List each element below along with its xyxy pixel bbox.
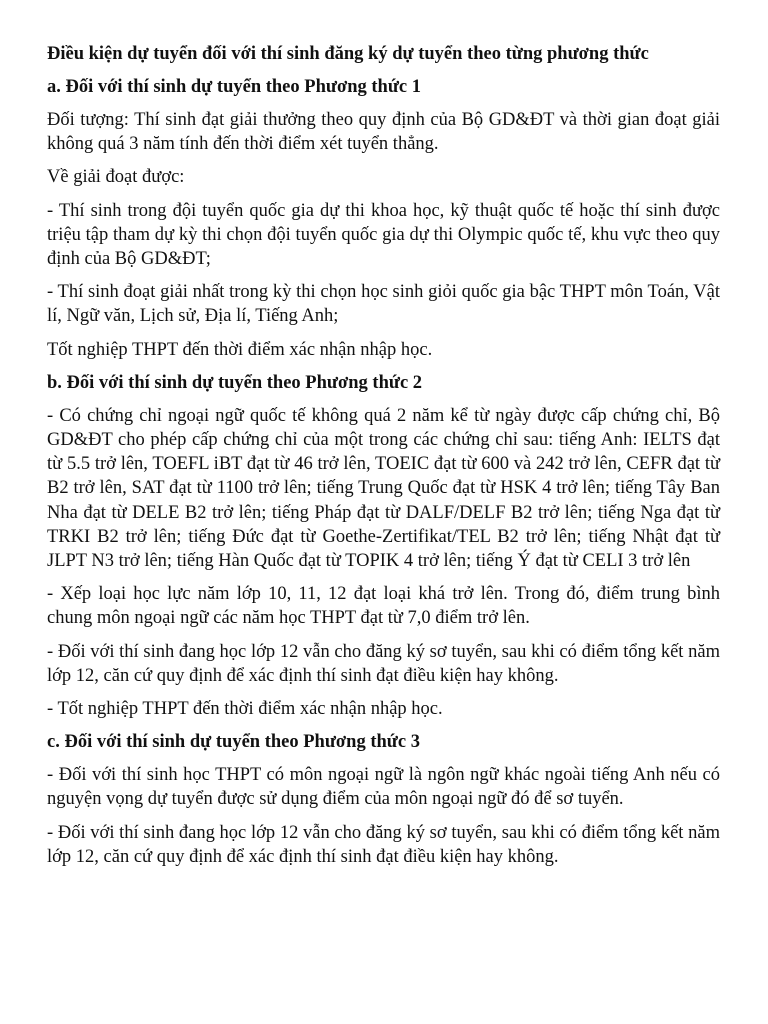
section-c-paragraph-1: - Đối với thí sinh học THPT có môn ngoại ngữ là ngôn ngữ khác ngoài tiếng Anh nếu có nguyện vọng dự tuyển được sử dụng điểm của môn ngoại ngữ đó để sơ tuyển. bbox=[47, 765, 720, 810]
section-a-heading: a. Đối với thí sinh dự tuyển theo Phương thức 1 bbox=[47, 77, 422, 97]
section-c-paragraph-2: - Đối với thí sinh đang học lớp 12 vẫn cho đăng ký sơ tuyển, sau khi có điểm tổng kết năm lớp 12, căn cứ quy định để xác định thí sinh đạt điều kiện hay không. bbox=[47, 822, 720, 867]
section-a-paragraph-3: - Thí sinh trong đội tuyển quốc gia dự thi khoa học, kỹ thuật quốc tế hoặc thí sinh được triệu tập tham dự kỳ thi chọn đội tuyển quốc gia dự thi Olympic quốc tế, khu vực theo quy định của Bộ GD&ĐT; bbox=[47, 200, 720, 270]
section-a-paragraph-1: Đối tượng: Thí sinh đạt giải thưởng theo quy định của Bộ GD&ĐT và thời gian đoạt giải không quá 3 năm tính đến thời điểm xét tuyển thẳng. bbox=[47, 110, 720, 155]
section-b-paragraph-3: - Đối với thí sinh đang học lớp 12 vẫn cho đăng ký sơ tuyển, sau khi có điểm tổng kết năm lớp 12, căn cứ quy định để xác định thí sinh đạt điều kiện hay không. bbox=[47, 641, 720, 686]
section-c-heading: c. Đối với thí sinh dự tuyển theo Phương thức 3 bbox=[47, 732, 420, 753]
section-a-paragraph-4: - Thí sinh đoạt giải nhất trong kỳ thi chọn học sinh giỏi quốc gia bậc THPT môn Toán, Vật lí, Ngữ văn, Lịch sử, Địa lí, Tiếng Anh; bbox=[47, 282, 720, 327]
section-b-paragraph-4: - Tốt nghiệp THPT đến thời điểm xác nhận nhập học. bbox=[47, 699, 443, 720]
section-a-paragraph-5: Tốt nghiệp THPT đến thời điểm xác nhận nhập học. bbox=[47, 339, 433, 360]
section-b-paragraph-1: - Có chứng chỉ ngoại ngữ quốc tế không quá 2 năm kể từ ngày được cấp chứng chỉ, Bộ GD&ĐT cho phép cấp chứng chỉ của một trong các chứng chỉ sau: tiếng Anh: IELTS đạt từ 5.5 trở lên, TOEFL iBT đạt từ 46 trở lên, TOEIC đạt từ 600 và 242 trở lên, CEFR đạt từ B2 trở lên, SAT đạt từ 1100 trở lên; tiếng Trung Quốc đạt từ HSK 4 trở lên; tiếng Tây Ban Nha đạt từ DELE B2 trở lên; tiếng Pháp đạt từ DALF/DELF B2 trở lên; tiếng Nga đạt từ TRKI B2 trở lên; tiếng Đức đạt từ Goethe-Zertifikat/TEL B2 trở lên; tiếng Nhật đạt từ JLPT N3 trở lên; tiếng Hàn Quốc đạt từ TOPIK 4 trở lên; tiếng Ý đạt từ CELI 3 trở lên bbox=[47, 405, 720, 572]
section-b-heading: b. Đối với thí sinh dự tuyển theo Phương thức 2 bbox=[47, 372, 423, 393]
section-a-paragraph-2: Về giải đoạt được: bbox=[47, 167, 185, 188]
section-b-paragraph-2: - Xếp loại học lực năm lớp 10, 11, 12 đạt loại khá trở lên. Trong đó, điểm trung bình chung môn ngoại ngữ các năm học THPT đạt từ 7,0 điểm trở lên. bbox=[47, 584, 720, 629]
document-title: Điều kiện dự tuyển đối với thí sinh đăng ký dự tuyển theo từng phương thức bbox=[47, 44, 649, 64]
